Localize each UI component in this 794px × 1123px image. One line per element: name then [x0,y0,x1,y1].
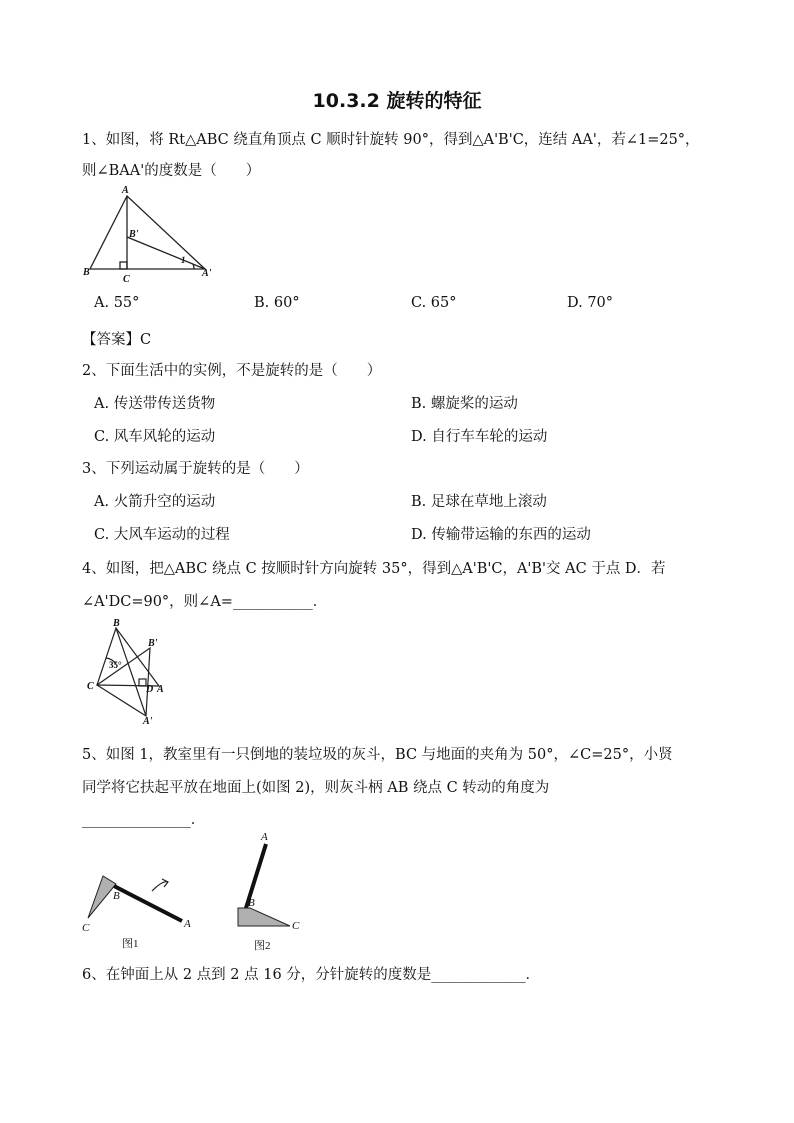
q1-label-angle1: 1 [181,255,186,265]
q1-label-a: A [122,185,129,196]
q4-label-b: B [113,618,120,629]
q2-option-b[interactable]: B. 螺旋桨的运动 [411,396,518,412]
q5-figure-1 [78,828,196,954]
q3-stem: 3、下列运动属于旋转的是（ ） [82,461,309,477]
q5-figure-2 [228,826,312,956]
q5-fig1-caption: 图1 [122,938,139,950]
q5-dustpan-handle [114,886,182,921]
q3-option-c[interactable]: C. 大风车运动的过程 [94,527,230,543]
q5-rotation-arrow [152,882,168,891]
q1-option-d[interactable]: D. 70° [567,295,614,311]
q1-label-b: B [83,267,90,278]
q6-stem: 6、在钟面上从 2 点到 2 点 16 分，分针旋转的度数是_____________． [82,967,541,983]
q1-label-c: C [123,274,130,285]
q2-option-d[interactable]: D. 自行车车轮的运动 [411,429,548,445]
q1-right-angle-mark [120,262,127,269]
q1-option-b[interactable]: B. 60° [254,295,300,311]
q5-fig2-caption: 图2 [254,940,271,952]
q4-label-ap: A' [143,716,153,727]
q2-option-a[interactable]: A. 传送带传送货物 [94,396,216,412]
q1-answer: 【答案】C [82,332,152,348]
q5-fig2-label-c: C [292,920,300,932]
q1-stem-line2: 则∠BAA'的度数是（ ） [82,163,261,179]
q4-stem-line2: ∠A'DC=90°，则∠A=___________． [82,594,328,610]
q1-option-c[interactable]: C. 65° [411,295,457,311]
q5-stem-line2: 同学将它扶起平放在地面上(如图 2)，则灰斗柄 AB 绕点 C 转动的角度为 [82,780,550,796]
q4-label-c: C [87,681,94,692]
q4-figure [82,616,174,728]
q1-label-ap: A' [202,268,212,279]
q3-option-b[interactable]: B. 足球在草地上滚动 [411,494,547,510]
q1-label-bp: B' [129,229,139,240]
q3-option-d[interactable]: D. 传输带运输的东西的运动 [411,527,591,543]
q5-fig2-label-a: A [261,831,268,843]
q1-stem-line1: 1、如图，将 Rt△ABC 绕直角顶点 C 顺时针旋转 90°，得到△A'B'C，连结 AA'，若∠1=25°， [82,132,700,148]
q5-fig1-label-a: A [184,918,191,930]
q4-side-ab-extended [116,628,146,716]
q5-fig1-label-c: C [82,922,90,934]
q2-option-c[interactable]: C. 风车风轮的运动 [94,429,216,445]
q4-label-a: A [157,684,164,695]
q5-fig2-label-b: B [248,897,255,909]
q5-fig1-label-b: B [113,890,120,902]
q1-triangle-abc [90,196,205,269]
q1-figure [80,182,220,286]
q1-angle-arc [193,264,194,269]
q4-label-d: D [146,684,154,695]
q5-fig2-body [238,908,290,926]
q5-stem-line1: 5、如图 1，教室里有一只倒地的装垃圾的灰斗，BC 与地面的夹角为 50°，∠C=25°，小贤 [82,747,673,763]
q1-option-a[interactable]: A. 55° [94,295,140,311]
q4-label-bp: B' [148,638,158,649]
q4-stem-line1: 4、如图，把△ABC 绕点 C 按顺时针方向旋转 35°，得到△A'B'C，A'B'交 AC 于点 D．若 [82,561,666,577]
q5-stem-blank: _______________． [82,812,206,828]
q2-stem: 2、下面生活中的实例，不是旋转的是（ ） [82,363,382,379]
q3-option-a[interactable]: A. 火箭升空的运动 [94,494,216,510]
q4-right-angle-mark [139,679,146,686]
q4-label-angle: 35° [109,660,122,670]
q5-dustpan-body [88,876,116,918]
page-title: 10.3.2 旋转的特征 [312,90,482,112]
